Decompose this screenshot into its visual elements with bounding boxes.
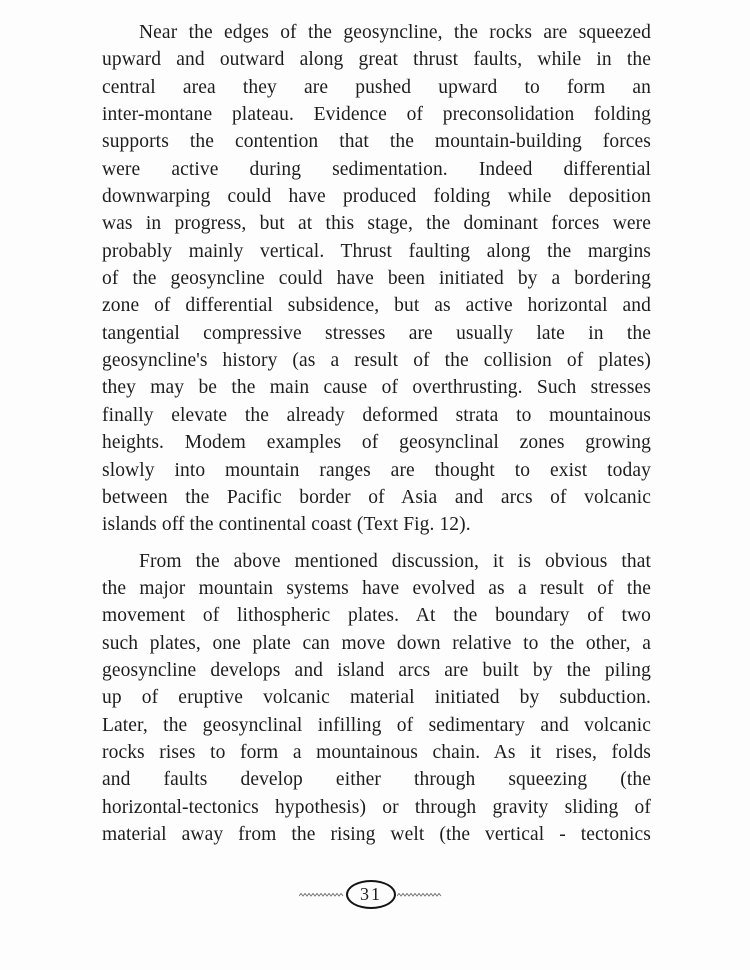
text-line: movement of lithospheric plates. At the boundary of two: [102, 605, 651, 627]
page-footer: [0, 880, 750, 909]
page-number: 31: [360, 883, 382, 904]
paragraph-2: [102, 548, 651, 849]
text-line: central area they are pushed upward to form an: [102, 76, 651, 98]
text-line: geosyncline develops and island arcs are built by the piling: [102, 659, 651, 681]
text-line: probably mainly vertical. Thrust faulting along the margins: [102, 240, 651, 262]
text-line: supports the contention that the mountain-building forces: [102, 131, 651, 153]
text-line: rocks rises to form a mountainous chain. As it rises, folds: [102, 741, 651, 763]
page-ornament-right-icon: [397, 890, 443, 900]
text-line: islands off the continental coast (Text Fig. 12).: [102, 514, 471, 536]
paragraph-1: [102, 19, 651, 539]
text-line: upward and outward along great thrust faults, while in the: [102, 49, 651, 71]
page-number-ornament: [299, 880, 443, 909]
text-line: between the Pacific border of Asia and arcs of volcanic: [102, 486, 651, 508]
text-line: inter-montane plateau. Evidence of preconsolidation folding: [102, 104, 651, 126]
text-line: up of eruptive volcanic material initiated by subduction.: [102, 687, 651, 709]
page-ornament-left-icon: [299, 890, 345, 900]
text-block: [102, 19, 651, 848]
text-line: of the geosyncline could have been initiated by a bordering: [102, 268, 651, 290]
text-line: downwarping could have produced folding while deposition: [102, 186, 651, 208]
text-line: tangential compressive stresses are usually late in the: [102, 322, 651, 344]
text-line: Later, the geosynclinal infilling of sedimentary and volcanic: [102, 714, 651, 736]
text-line: From the above mentioned discussion, it is obvious that: [139, 550, 651, 572]
page-number-oval: [346, 880, 396, 909]
text-line: the major mountain systems have evolved as a result of the: [102, 577, 651, 599]
text-line: finally elevate the already deformed strata to mountainous: [102, 404, 651, 426]
text-line: they may be the main cause of overthrusting. Such stresses: [102, 377, 651, 399]
text-line: were active during sedimentation. Indeed differential: [102, 158, 651, 180]
text-line: geosyncline's history (as a result of the collision of plates): [102, 350, 651, 372]
text-line: material away from the rising welt (the vertical - tectonics: [102, 823, 651, 845]
text-line: and faults develop either through squeezing (the: [102, 769, 651, 791]
text-line: Near the edges of the geosyncline, the rocks are squeezed: [139, 22, 651, 43]
text-line: heights. Modem examples of geosynclinal zones growing: [102, 432, 651, 454]
text-line: such plates, one plate can move down relative to the other, a: [102, 632, 651, 654]
text-line: horizontal-tectonics hypothesis) or through gravity sliding of: [102, 796, 651, 818]
text-line: was in progress, but at this stage, the dominant forces were: [102, 213, 651, 235]
text-line: slowly into mountain ranges are thought to exist today: [102, 459, 651, 481]
text-line: zone of differential subsidence, but as active horizontal and: [102, 295, 651, 317]
